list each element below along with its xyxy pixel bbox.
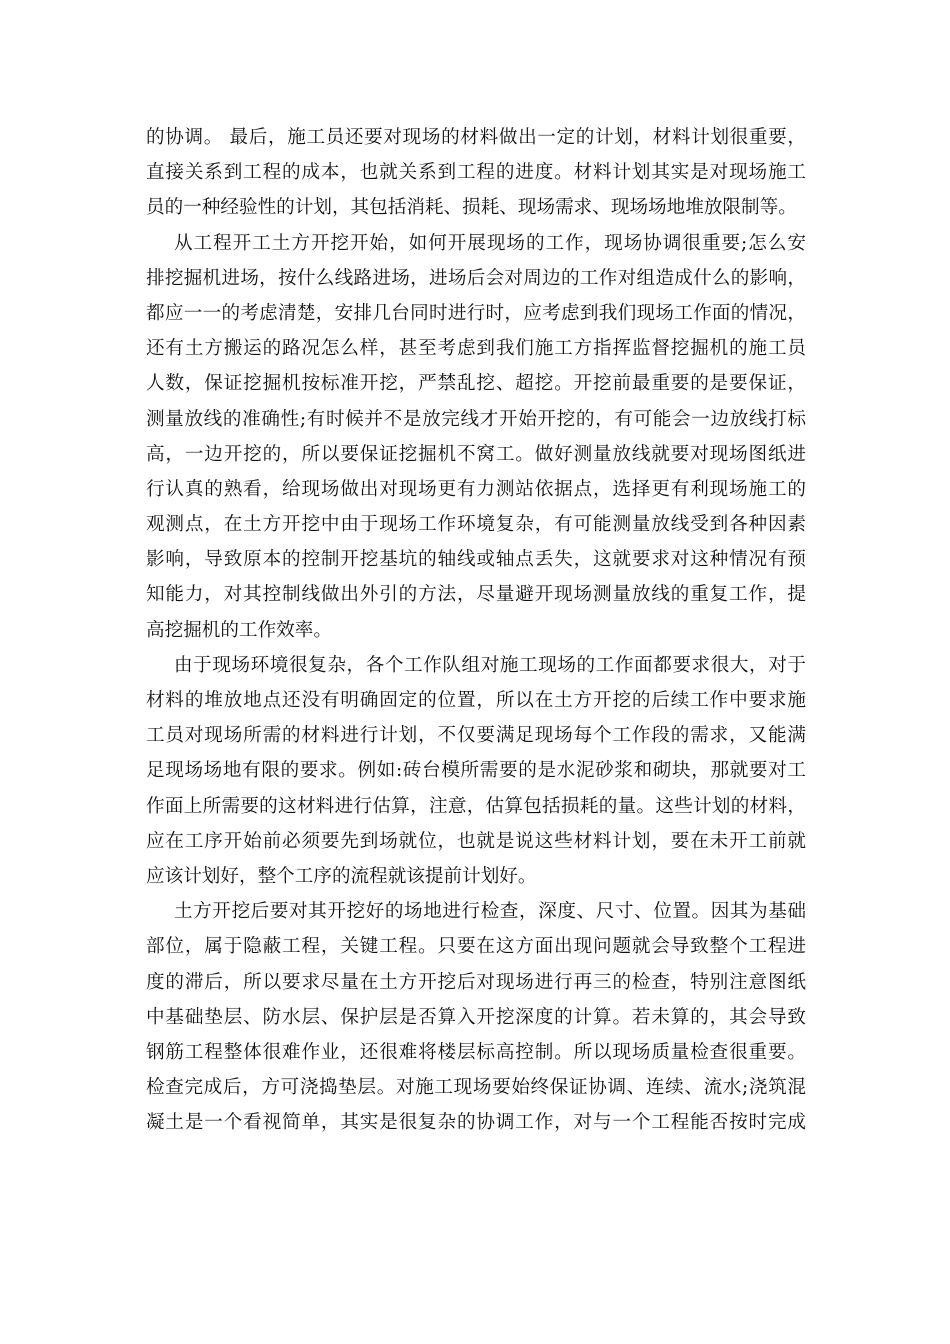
- text-line: 中基础垫层、防水层、保护层是否算入开挖深度的计算。若未算的，其会导致: [146, 1006, 806, 1028]
- text-line: 测量放线的准确性;有时候并不是放完线才开始开挖的，有可能会一边放线打标: [146, 408, 806, 430]
- text-line: 还有土方搬运的路况怎么样，甚至考虑到我们施工方指挥监督挖掘机的施工员: [146, 338, 806, 360]
- text-line: 知能力，对其控制线做出外引的方法，尽量避开现场测量放线的重复工作，提: [146, 584, 806, 606]
- text-line: 行认真的熟看，给现场做出对现场更有力测站依据点，选择更有利现场施工的: [146, 478, 806, 500]
- text-line: 土方开挖后要对其开挖好的场地进行检查，深度、尺寸、位置。因其为基础: [174, 901, 806, 923]
- text-line: 凝土是一个看视简单，其实是很复杂的协调工作，对与一个工程能否按时完成: [146, 1112, 806, 1134]
- text-line: 高，一边开挖的，所以要保证挖掘机不窝工。做好测量放线就要对现场图纸进: [146, 443, 806, 465]
- text-line: 从工程开工土方开挖开始，如何开展现场的工作，现场协调很重要;怎么安: [174, 232, 806, 254]
- text-line: 都应一一的考虑清楚，安排几台同时进行时，应考虑到我们现场工作面的情况，: [146, 302, 806, 324]
- document-body: [146, 120, 806, 1140]
- text-line: 钢筋工程整体很难作业，还很难将楼层标高控制。所以现场质量检查很重要。: [146, 1041, 806, 1063]
- text-line: 材料的堆放地点还没有明确固定的位置，所以在土方开挖的后续工作中要求施: [146, 690, 806, 711]
- text-line: 应在工序开始前必须要先到场就位，也就是说这些材料计划，要在未开工前就: [146, 830, 806, 852]
- text-line: 度的滞后，所以要求尽量在土方开挖后对现场进行再三的检查，特别注意图纸: [146, 971, 806, 993]
- paragraph: [146, 648, 806, 894]
- text-line: 员的一种经验性的计划，其包括消耗、损耗、现场需求、现场场地堆放限制等。: [146, 197, 797, 219]
- text-line: 工员对现场所需的材料进行计划，不仅要满足现场每个工作段的需求，又能满: [146, 725, 806, 747]
- text-line: 检查完成后，方可浇捣垫层。对施工现场要始终保证协调、连续、流水;浇筑混: [146, 1077, 806, 1099]
- text-line: 观测点，在土方开挖中由于现场工作环境复杂，有可能测量放线受到各种因素: [146, 514, 806, 536]
- text-line: 人数，保证挖掘机按标准开挖，严禁乱挖、超挖。开挖前最重要的是要保证，: [146, 373, 806, 395]
- text-line: 排挖掘机进场，按什么线路进场，进场后会对周边的工作对组造成什么的影响，: [146, 267, 806, 289]
- paragraph: [146, 894, 806, 1140]
- paragraph: [146, 120, 806, 226]
- text-line: 由于现场环境很复杂，各个工作队组对施工现场的工作面都要求很大，对于: [174, 654, 806, 676]
- text-line: 部位，属于隐蔽工程，关键工程。只要在这方面出现问题就会导致整个工程进: [146, 936, 806, 958]
- text-line: 高挖掘机的工作效率。: [146, 619, 332, 641]
- text-line: 直接关系到工程的成本，也就关系到工程的进度。材料计划其实是对现场施工: [146, 162, 806, 184]
- text-line: 应该计划好，整个工序的流程就该提前计划好。: [146, 865, 537, 887]
- text-line: 足现场场地有限的要求。例如:砖台模所需要的是水泥砂浆和砌块，那就要对工: [146, 760, 806, 782]
- paragraph: [146, 226, 806, 648]
- text-line: 的协调。 最后，施工员还要对现场的材料做出一定的计划，材料计划很重要，: [146, 127, 806, 148]
- text-line: 影响，导致原本的控制开挖基坑的轴线或轴点丢失，这就要求对这种情况有预: [146, 549, 806, 571]
- text-line: 作面上所需要的这材料进行估算，注意，估算包括损耗的量。这些计划的材料，: [146, 795, 806, 817]
